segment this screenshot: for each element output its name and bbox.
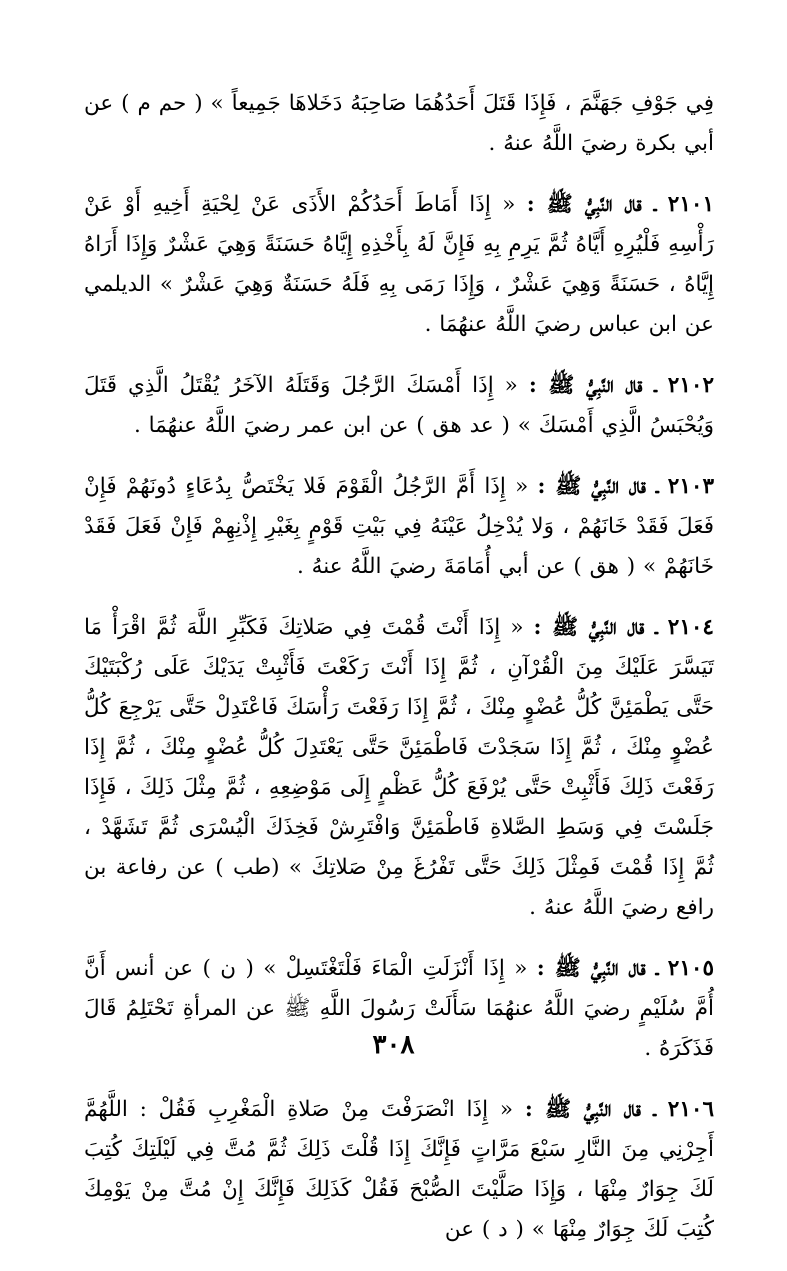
hadith-speaker: قال النَّبِيُّ ﷺ : xyxy=(524,1097,641,1122)
continuation-paragraph xyxy=(84,84,714,164)
page-number: ٣٠٨ xyxy=(372,1030,415,1060)
continuation-text: فِي جَوْفِ جَهَنَّمَ ، فَإِذَا قَتَلَ أَحَدُهُمَا صَاحِبَهُ دَخَلاهَا جَمِيعاً » ( حم م ) عن أبي بكرة رضيَ اللَّهُ عنهُ . xyxy=(84,91,714,156)
hadith-text: « إِذَا أَنْتَ قُمْتَ فِي صَلاتِكَ فَكَبِّرِ اللَّهَ ثُمَّ اقْرَأْ مَا تَيَسَّرَ عَلَيْكَ مِنَ الْقُرْآنِ ، ثُمَّ إِذَا أَنْتَ رَكَعْتَ فَأَثْبِتْ يَدَيْكَ عَلَى رُكْبَتَيْكَ حَتَّى يَطْمَئِنَّ كُلُّ عُضْوٍ مِنْكَ ، ثُمَّ إِذَا رَفَعْتَ رَأْسَكَ فَاعْتَدِلْ حَتَّى يَرْجِعَ كُلُّ عُضْوٍ مِنْكَ ، ثُمَّ إِذَا سَجَدْتَ فَاطْمَئِنَّ حَتَّى يَعْتَدِلَ كُلُّ عُضْوٍ مِنْكَ ، ثُمَّ إِذَا رَفَعْتَ ذَلِكَ فَأَثْبِتْ حَتَّى يُرْفَعَ كُلُّ عَظْمٍ إِلَى مَوْضِعِهِ ، ثُمَّ مِثْلَ ذَلِكَ ، فَإِذَا جَلَسْتَ فِي وَسَطِ الصَّلاةِ فَاطْمَئِنَّ وَافْتَرِشْ فَخِذَكَ الْيُسْرَى ثُمَّ تَشَهَّدْ ، ثُمَّ إِذَا قُمْتَ فَمِثْلَ ذَلِكَ حَتَّى تَفْرُغَ مِنْ صَلاتِكَ » (طب ) عن رفاعة بن رافع رضيَ اللَّهُ عنهُ . xyxy=(84,615,714,920)
page-body xyxy=(84,84,714,1271)
hadith-text: « إِذَا أَنْزَلَتِ الْمَاءَ فَلْتَغْتَسِلْ » ( ن ) عن أنس أَنَّ أُمَّ سُلَيْمٍ رضيَ اللَّهُ عنهُمَا سَأَلَتْ رَسُولَ اللَّهِ ﷺ عن المرأةِ تَحْتَلِمُ قَالَ فَذَكَرَهُ . xyxy=(84,956,714,1061)
hadith-number: ٢١٠١ xyxy=(667,192,714,217)
hadith-number: ٢١٠٣ xyxy=(667,474,714,499)
hadith-speaker: قال النَّبِيُّ ﷺ : xyxy=(537,474,646,499)
hadith-paragraph: ٢١٠١ ـ قال النَّبِيُّ ﷺ : « إِذَا أَمَاطَ أَحَدُكُمْ الأَذَى عَنْ لِحْيَةِ أَخِيهِ أَوْ عَنْ رَأْسِهِ فَلْيُرِهِ أَيَّاهُ ثُمَّ يَرِمِ بِهِ فَإِنَّ لَهُ بِأَخْذِهِ إِيَّاهُ حَسَنَةً وَهِيَ عَشْرٌ وَإِذَا أَرَاهُ إِيَّاهُ ، حَسَنَةً وَهِيَ عَشْرٌ ، وَإِذَا رَمَى بِهِ فَلَهُ حَسَنَةٌ وَهِيَ عَشْرٌ » الديلمي عن ابن عباس رضيَ اللَّهُ عنهُمَا . xyxy=(84,192,714,337)
hadith-number: ٢١٠٤ xyxy=(667,615,714,640)
hadith-text: « إِذَا انْصَرَفْتَ مِنْ صَلاةِ الْمَغْرِبِ فَقُلْ : اللَّهُمَّ أَجِرْنِي مِنَ النَّارِ سَبْعَ مَرَّاتٍ فَإِنَّكَ إِذَا قُلْتَ ذَلِكَ ثُمَّ مُتَّ فِي لَيْلَتِكَ كُتِبَ لَكَ جِوَارٌ مِنْهَا ، وَإِذَا صَلَّيْتَ الصُّبْحَ فَقُلْ كَذَلِكَ فَإِنَّكَ إِنْ مُتَّ مِنْ يَوْمِكَ كُتِبَ لَكَ جِوَارٌ مِنْهَا » ( د ) عن xyxy=(84,1097,714,1242)
hadith-speaker: قال النَّبِيُّ ﷺ : xyxy=(528,373,643,398)
hadith-number: ٢١٠٦ xyxy=(667,1097,714,1122)
hadith-paragraph: ٢١٠٢ ـ قال النَّبِيُّ ﷺ : « إِذَا أَمْسَكَ الرَّجُلَ وَقَتَلَهُ الآخَرُ يُقْتَلُ الَّذِي قَتَلَ وَيُحْبَسُ الَّذِي أَمْسَكَ » ( عد هق ) عن ابن عمر رضيَ اللَّهُ عنهُمَا . xyxy=(84,373,714,438)
hadith-paragraph: ٢١٠٤ ـ قال النَّبِيُّ ﷺ : « إِذَا أَنْتَ قُمْتَ فِي صَلاتِكَ فَكَبِّرِ اللَّهَ ثُمَّ اقْرَأْ مَا تَيَسَّرَ عَلَيْكَ مِنَ الْقُرْآنِ ، ثُمَّ إِذَا أَنْتَ رَكَعْتَ فَأَثْبِتْ يَدَيْكَ عَلَى رُكْبَتَيْكَ حَتَّى يَطْمَئِنَّ كُلُّ عُضْوٍ مِنْكَ ، ثُمَّ إِذَا رَفَعْتَ رَأْسَكَ فَاعْتَدِلْ حَتَّى يَرْجِعَ كُلُّ عُضْوٍ مِنْكَ ، ثُمَّ إِذَا سَجَدْتَ فَاطْمَئِنَّ حَتَّى يَعْتَدِلَ كُلُّ عُضْوٍ مِنْكَ ، ثُمَّ إِذَا رَفَعْتَ ذَلِكَ فَأَثْبِتْ حَتَّى يُرْفَعَ كُلُّ عَظْمٍ إِلَى مَوْضِعِهِ ، ثُمَّ مِثْلَ ذَلِكَ ، فَإِذَا جَلَسْتَ فِي وَسَطِ الصَّلاةِ فَاطْمَئِنَّ وَافْتَرِشْ فَخِذَكَ الْيُسْرَى ثُمَّ تَشَهَّدْ ، ثُمَّ إِذَا قُمْتَ فَمِثْلَ ذَلِكَ حَتَّى تَفْرُغَ مِنْ صَلاتِكَ » (طب ) عن رفاعة بن رافع رضيَ اللَّهُ عنهُ . xyxy=(84,615,714,920)
hadith-text: « إِذَا أَمَّ الرَّجُلُ الْقَوْمَ فَلا يَخْتَصُّ بِدُعَاءٍ دُونَهُمْ فَإِنْ فَعَلَ فَقَدْ خَانَهُمْ ، وَلا يُدْخِلُ عَيْنَهُ فِي بَيْتِ قَوْمٍ بِغَيْرِ إِذْنِهِمْ فَإِنْ فَعَلَ فَقَدْ خَانَهُمْ » ( هق ) عن أبي أُمَامَةَ رضيَ اللَّهُ عنهُ . xyxy=(84,474,714,579)
hadith-number: ٢١٠٢ xyxy=(667,373,714,398)
hadith-speaker: قال النَّبِيُّ ﷺ : xyxy=(526,192,642,217)
hadith-text: « إِذَا أَمْسَكَ الرَّجُلَ وَقَتَلَهُ الآخَرُ يُقْتَلُ الَّذِي قَتَلَ وَيُحْبَسُ الَّذِي أَمْسَكَ » ( عد هق ) عن ابن عمر رضيَ اللَّهُ عنهُمَا . xyxy=(84,373,714,438)
hadith-text: « إِذَا أَمَاطَ أَحَدُكُمْ الأَذَى عَنْ لِحْيَةِ أَخِيهِ أَوْ عَنْ رَأْسِهِ فَلْيُرِهِ أَيَّاهُ ثُمَّ يَرِمِ بِهِ فَإِنَّ لَهُ بِأَخْذِهِ إِيَّاهُ حَسَنَةً وَهِيَ عَشْرٌ وَإِذَا أَرَاهُ إِيَّاهُ ، حَسَنَةً وَهِيَ عَشْرٌ ، وَإِذَا رَمَى بِهِ فَلَهُ حَسَنَةٌ وَهِيَ عَشْرٌ » الديلمي عن ابن عباس رضيَ اللَّهُ عنهُمَا . xyxy=(84,192,714,337)
hadith-paragraph: ٢١٠٥ ـ قال النَّبِيُّ ﷺ : « إِذَا أَنْزَلَتِ الْمَاءَ فَلْتَغْتَسِلْ » ( ن ) عن أنس أَنَّ أُمَّ سُلَيْمٍ رضيَ اللَّهُ عنهُمَا سَأَلَتْ رَسُولَ اللَّهِ ﷺ عن المرأةِ تَحْتَلِمُ قَالَ فَذَكَرَهُ . xyxy=(84,956,714,1061)
hadith-paragraph: ٢١٠٣ ـ قال النَّبِيُّ ﷺ : « إِذَا أَمَّ الرَّجُلُ الْقَوْمَ فَلا يَخْتَصُّ بِدُعَاءٍ دُونَهُمْ فَإِنْ فَعَلَ فَقَدْ خَانَهُمْ ، وَلا يُدْخِلُ عَيْنَهُ فِي بَيْتِ قَوْمٍ بِغَيْرِ إِذْنِهِمْ فَإِنْ فَعَلَ فَقَدْ خَانَهُمْ » ( هق ) عن أبي أُمَامَةَ رضيَ اللَّهُ عنهُ . xyxy=(84,474,714,579)
hadith-number: ٢١٠٥ xyxy=(667,956,714,981)
hadith-speaker: قال النَّبِيُّ ﷺ : xyxy=(533,615,645,640)
hadith-paragraph: ٢١٠٦ ـ قال النَّبِيُّ ﷺ : « إِذَا انْصَرَفْتَ مِنْ صَلاةِ الْمَغْرِبِ فَقُلْ : اللَّهُمَّ أَجِرْنِي مِنَ النَّارِ سَبْعَ مَرَّاتٍ فَإِنَّكَ إِذَا قُلْتَ ذَلِكَ ثُمَّ مُتَّ فِي لَيْلَتِكَ كُتِبَ لَكَ جِوَارٌ مِنْهَا ، وَإِذَا صَلَّيْتَ الصُّبْحَ فَقُلْ كَذَلِكَ فَإِنَّكَ إِنْ مُتَّ مِنْ يَوْمِكَ كُتِبَ لَكَ جِوَارٌ مِنْهَا » ( د ) عن xyxy=(84,1097,714,1242)
hadith-speaker: قال النَّبِيُّ ﷺ : xyxy=(536,956,646,981)
